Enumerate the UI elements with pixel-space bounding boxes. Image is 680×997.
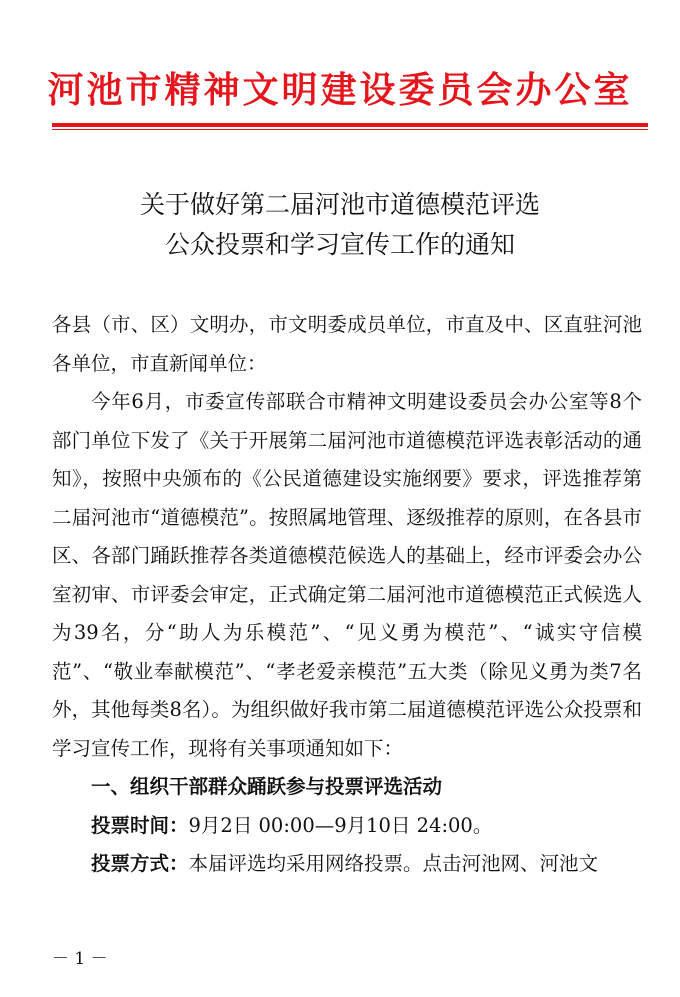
- masthead-red-rule: [52, 123, 648, 127]
- masthead-red-rule-thin: [52, 129, 648, 130]
- paragraph-intro: 今年6月，市委宣传部联合市精神文明建设委员会办公室等8个部门单位下发了《关于开展第二届河池市道德模范评选表彰活动的通知》，按照中央颁布的《公民道德建设实施纲要》要求，评选推荐第二届河池市“道德模范”。按照属地管理、逐级推荐的原则，在各县市区、各部门踊跃推荐各类道德模范候选人的基础上，经市评委会办公室初审、市评委会审定，正式确定第二届河池市道德模范正式候选人为39名，分“助人为乐模范”、“见义勇为模范”、“诚实守信模范”、“敬业奉献模范”、“孝老爱亲模范”五大类（除见义勇为类7名外，其他每类8名）。为组织做好我市第二届道德模范评选公众投票和学习宣传工作，现将有关事项通知如下：: [52, 390, 642, 760]
- voting-time-label: 投票时间：: [91, 813, 189, 837]
- voting-time-line: [52, 807, 642, 846]
- page-number: － 1 －: [52, 949, 108, 969]
- section-heading-1: 一、组织干部群众踊跃参与投票评选活动: [91, 775, 443, 798]
- document-body: [52, 306, 642, 884]
- masthead-organization: 河池市精神文明建设委员会办公室: [47, 69, 633, 111]
- voting-method-label: 投票方式：: [91, 852, 189, 875]
- voting-method-line: [52, 845, 642, 884]
- voting-time-value: 9月2日 00:00—9月10日 24:00。: [188, 813, 493, 837]
- voting-method-value: 本届评选均采用网络投票。点击河池网、河池文: [188, 852, 599, 875]
- salutation: 各县（市、区）文明办，市文明委成员单位，市直及中、区直驻河池各单位，市直新闻单位：: [52, 313, 642, 375]
- document-title-line-2: 公众投票和学习宣传工作的通知: [164, 230, 515, 259]
- document-title-line-1: 关于做好第二届河池市道德模范评选: [139, 190, 540, 219]
